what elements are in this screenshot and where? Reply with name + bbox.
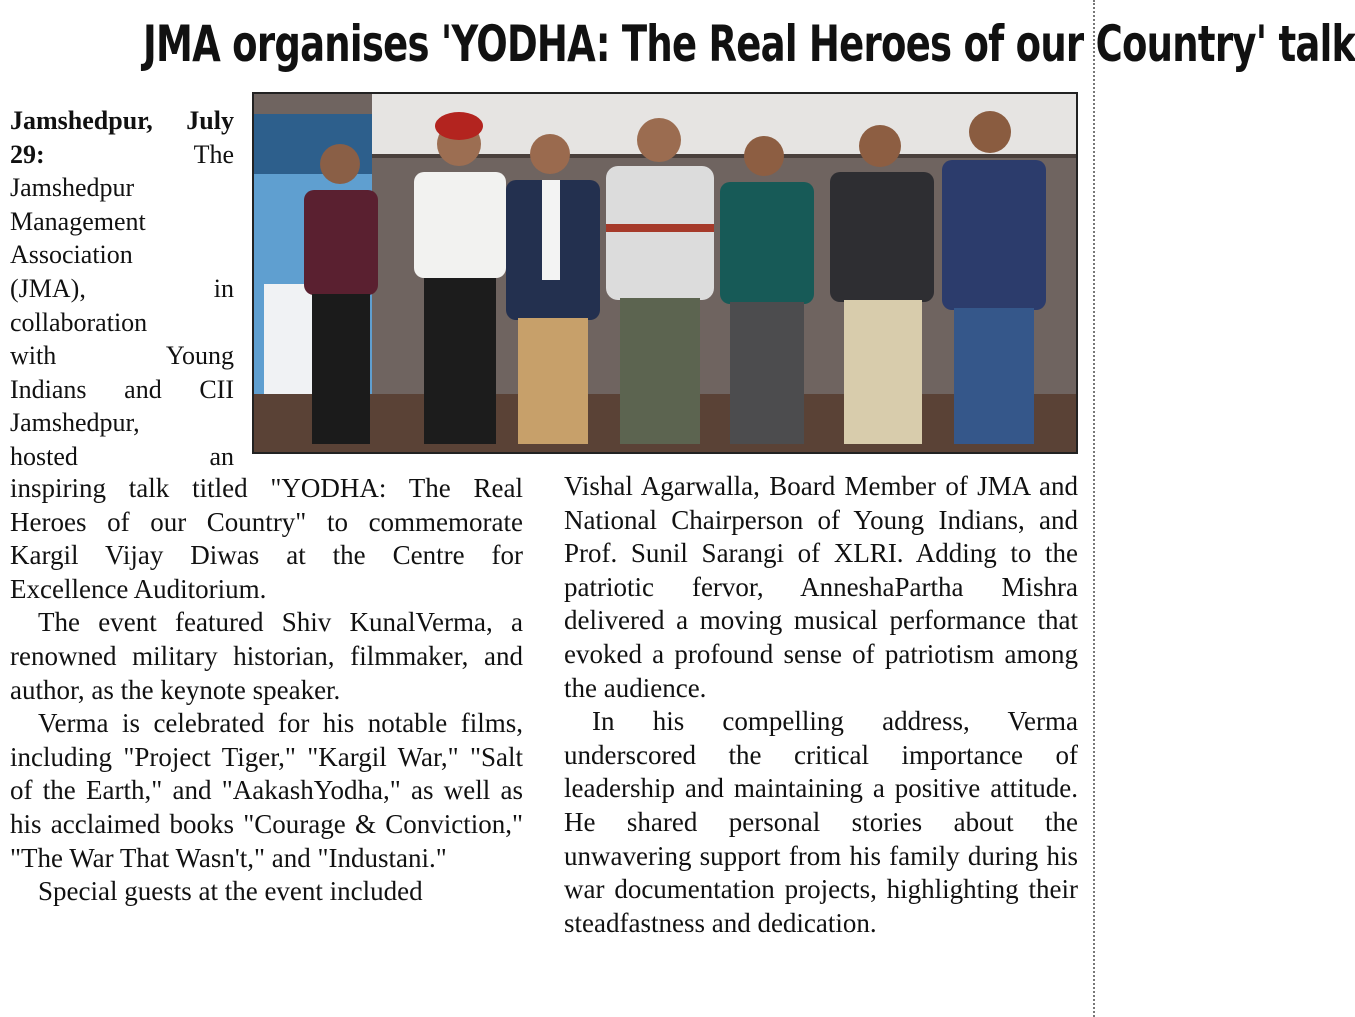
person-6	[830, 125, 934, 444]
dateline: Jamshedpur, July 29:	[10, 106, 234, 169]
column-left	[10, 472, 523, 909]
person-7	[942, 111, 1046, 444]
headline: JMA organises 'YODHA: The Real Heroes of our Country' talk	[143, 15, 1355, 73]
lead-line: (JMA), in	[10, 273, 234, 303]
lead-line: Indians and CII	[10, 374, 234, 404]
person-4	[606, 118, 714, 444]
column-left-paragraph-1: inspiring talk titled "YODHA: The Real Heroes of our Country" to commemorate Kargil Vijay Diwas at the Centre for Excellence Auditorium.	[10, 473, 523, 604]
lead-line: Management	[10, 206, 146, 236]
column-left-paragraph-4: Special guests at the event included	[38, 876, 423, 907]
lead-line: hosted an	[10, 441, 234, 471]
column-left-paragraph-3: Verma is celebrated for his notable films, including "Project Tiger," "Kargil War," "Salt of the Earth," and "AakashYodha," as well as his acclaimed books "Courage & Conviction," "The War That Wasn't," and "Industani."	[10, 708, 523, 873]
lead-line: Jamshedpur,	[10, 408, 140, 438]
event-photo	[252, 92, 1078, 454]
lead-line: with Young	[10, 341, 234, 371]
column-right-paragraph-2: In his compelling address, Verma underscored the critical importance of leadership and maintaining a positive attitude. He shared personal stories about the unwavering support from his family during his war documentation projects, highlighting their steadfastness and dedication.	[564, 706, 1078, 938]
lead-line-1	[10, 104, 234, 171]
column-rule	[1093, 0, 1095, 1017]
lead-line: collaboration	[10, 307, 148, 337]
column-right-paragraph-1: Vishal Agarwalla, Board Member of JMA and National Chairperson of Young Indians, and Prof. Sunil Sarangi of XLRI. Adding to the patriotic fervor, AnneshaPartha Mishra delivered a moving musical performance that evoked a profound sense of patriotism among the audience.	[564, 471, 1078, 703]
column-left-paragraph-2: The event featured Shiv KunalVerma, a renowned military historian, filmmaker, and author, as the keynote speaker.	[10, 607, 523, 705]
column-right	[564, 470, 1078, 940]
lead-line-text: The	[193, 139, 234, 169]
lead-line: Jamshedpur	[10, 173, 135, 203]
person-3	[506, 134, 600, 444]
lead-paragraph	[10, 104, 234, 474]
person-5	[720, 136, 814, 444]
lead-line: Association	[10, 240, 133, 270]
